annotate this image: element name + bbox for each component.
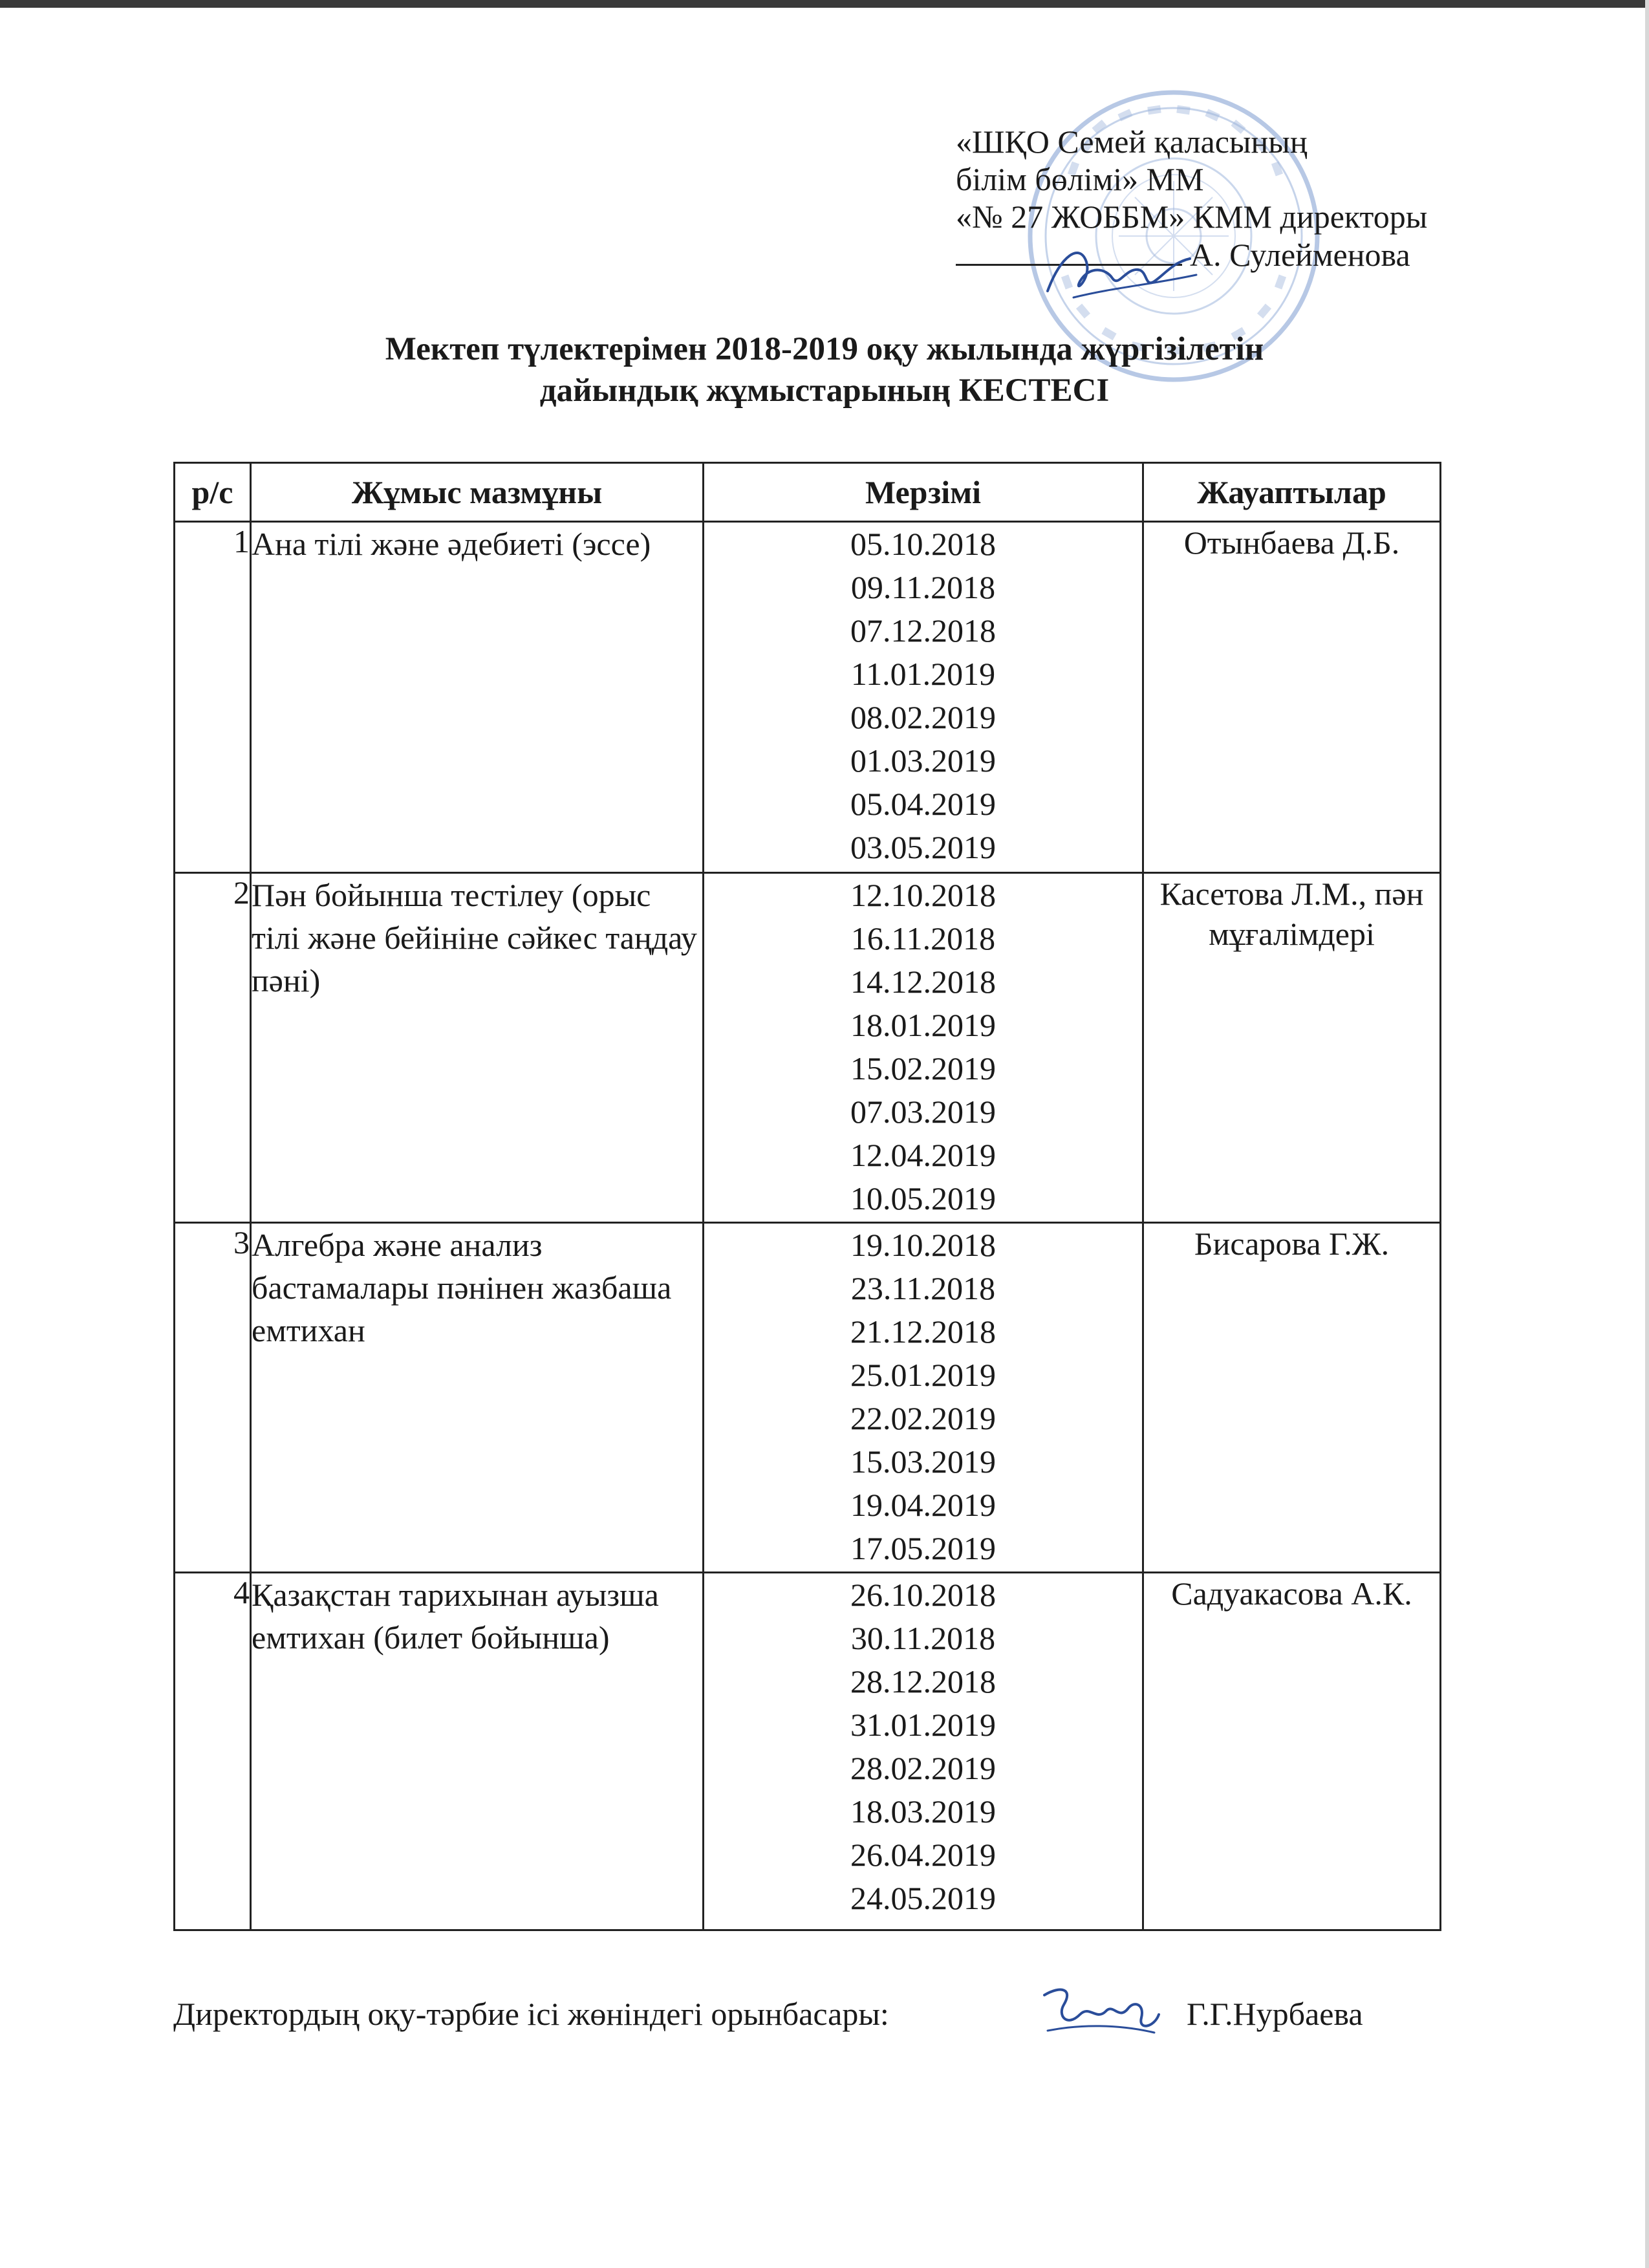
row-responsible: Касетова Л.М., пән мұғалімдері	[1143, 873, 1441, 1223]
date-item: 09.11.2018	[850, 569, 996, 605]
row-number: 3	[175, 1223, 251, 1573]
approval-signer-name: А. Сулейменова	[1190, 237, 1410, 273]
date-item: 25.01.2019	[850, 1357, 996, 1393]
date-item: 19.10.2018	[850, 1227, 996, 1263]
row-content: Алгебра және анализ бастамалары пәнінен жазбаша емтихан	[251, 1223, 704, 1573]
date-item: 01.03.2019	[850, 742, 996, 779]
date-item: 28.12.2018	[850, 1663, 996, 1700]
date-item: 19.04.2019	[850, 1487, 996, 1523]
row-dates	[704, 522, 1143, 873]
row-dates	[704, 1223, 1143, 1573]
row-number: 2	[175, 873, 251, 1223]
row-number: 4	[175, 1573, 251, 1930]
header-responsible: Жауаптылар	[1143, 463, 1441, 522]
date-item: 05.10.2018	[850, 526, 996, 562]
date-item: 26.10.2018	[850, 1577, 996, 1613]
document-title	[0, 329, 1649, 411]
header-dates: Мерзімі	[704, 463, 1143, 522]
schedule-table	[173, 462, 1441, 1931]
scan-top-edge	[0, 0, 1649, 8]
date-item: 07.12.2018	[850, 612, 996, 649]
date-item: 23.11.2018	[850, 1270, 996, 1306]
date-item: 30.11.2018	[850, 1620, 996, 1656]
deputy-name: Г.Г.Нурбаева	[1187, 1996, 1363, 2032]
deputy-title: Директордың оқу-тәрбие ісі жөніндегі орынбасары:	[173, 1996, 889, 2032]
row-number: 1	[175, 522, 251, 873]
date-item: 17.05.2019	[850, 1530, 996, 1566]
row-content: Ана тілі және әдебиеті (эссе)	[251, 522, 704, 873]
date-item: 10.05.2019	[850, 1180, 996, 1216]
date-item: 28.02.2019	[850, 1750, 996, 1786]
date-item: 08.02.2019	[850, 699, 996, 735]
row-content: Қазақстан тарихынан ауызша емтихан (билет бойынша)	[251, 1573, 704, 1930]
header-content: Жұмыс мазмұны	[251, 463, 704, 522]
table-row	[175, 1573, 1441, 1930]
date-item: 11.01.2019	[850, 656, 996, 692]
date-item: 21.12.2018	[850, 1313, 996, 1350]
date-item: 26.04.2019	[850, 1837, 996, 1873]
date-item: 15.03.2019	[850, 1443, 996, 1480]
title-line-2: дайындық жұмыстарының КЕСТЕСІ	[539, 373, 1110, 409]
deputy-signature	[1035, 1976, 1164, 2047]
date-item: 12.10.2018	[850, 877, 996, 913]
footer-signature-block	[173, 1995, 1363, 2033]
approval-line-3: «№ 27 ЖОББМ» КММ директоры	[956, 199, 1428, 235]
date-item: 18.01.2019	[850, 1007, 996, 1043]
date-item: 16.11.2018	[850, 920, 996, 956]
director-signature	[1035, 230, 1203, 314]
date-item: 07.03.2019	[850, 1094, 996, 1130]
date-item: 18.03.2019	[850, 1793, 996, 1830]
date-item: 05.04.2019	[850, 786, 996, 822]
date-item: 15.02.2019	[850, 1050, 996, 1086]
date-item: 31.01.2019	[850, 1707, 996, 1743]
title-line-1: Мектеп түлектерімен 2018-2019 оқу жылында жүргізілетін	[385, 331, 1264, 367]
approval-line-1: «ШҚО Семей қаласының	[956, 124, 1308, 160]
row-responsible: Садуакасова А.К.	[1143, 1573, 1441, 1930]
date-item: 22.02.2019	[850, 1400, 996, 1436]
row-responsible: Отынбаева Д.Б.	[1143, 522, 1441, 873]
row-dates	[704, 1573, 1143, 1930]
row-dates	[704, 873, 1143, 1223]
date-item: 03.05.2019	[850, 829, 996, 865]
approval-line-2: білім бөлімі» ММ	[956, 161, 1204, 197]
table-header-row	[175, 463, 1441, 522]
table-row	[175, 522, 1441, 873]
row-content: Пән бойынша тестілеу (орыс тілі және бейініне сәйкес таңдау пәні)	[251, 873, 704, 1223]
date-item: 12.04.2019	[850, 1137, 996, 1173]
row-responsible: Бисарова Г.Ж.	[1143, 1223, 1441, 1573]
date-item: 24.05.2019	[850, 1880, 996, 1916]
table-row	[175, 873, 1441, 1223]
header-number: р/с	[175, 463, 251, 522]
date-item: 14.12.2018	[850, 964, 996, 1000]
table-row	[175, 1223, 1441, 1573]
